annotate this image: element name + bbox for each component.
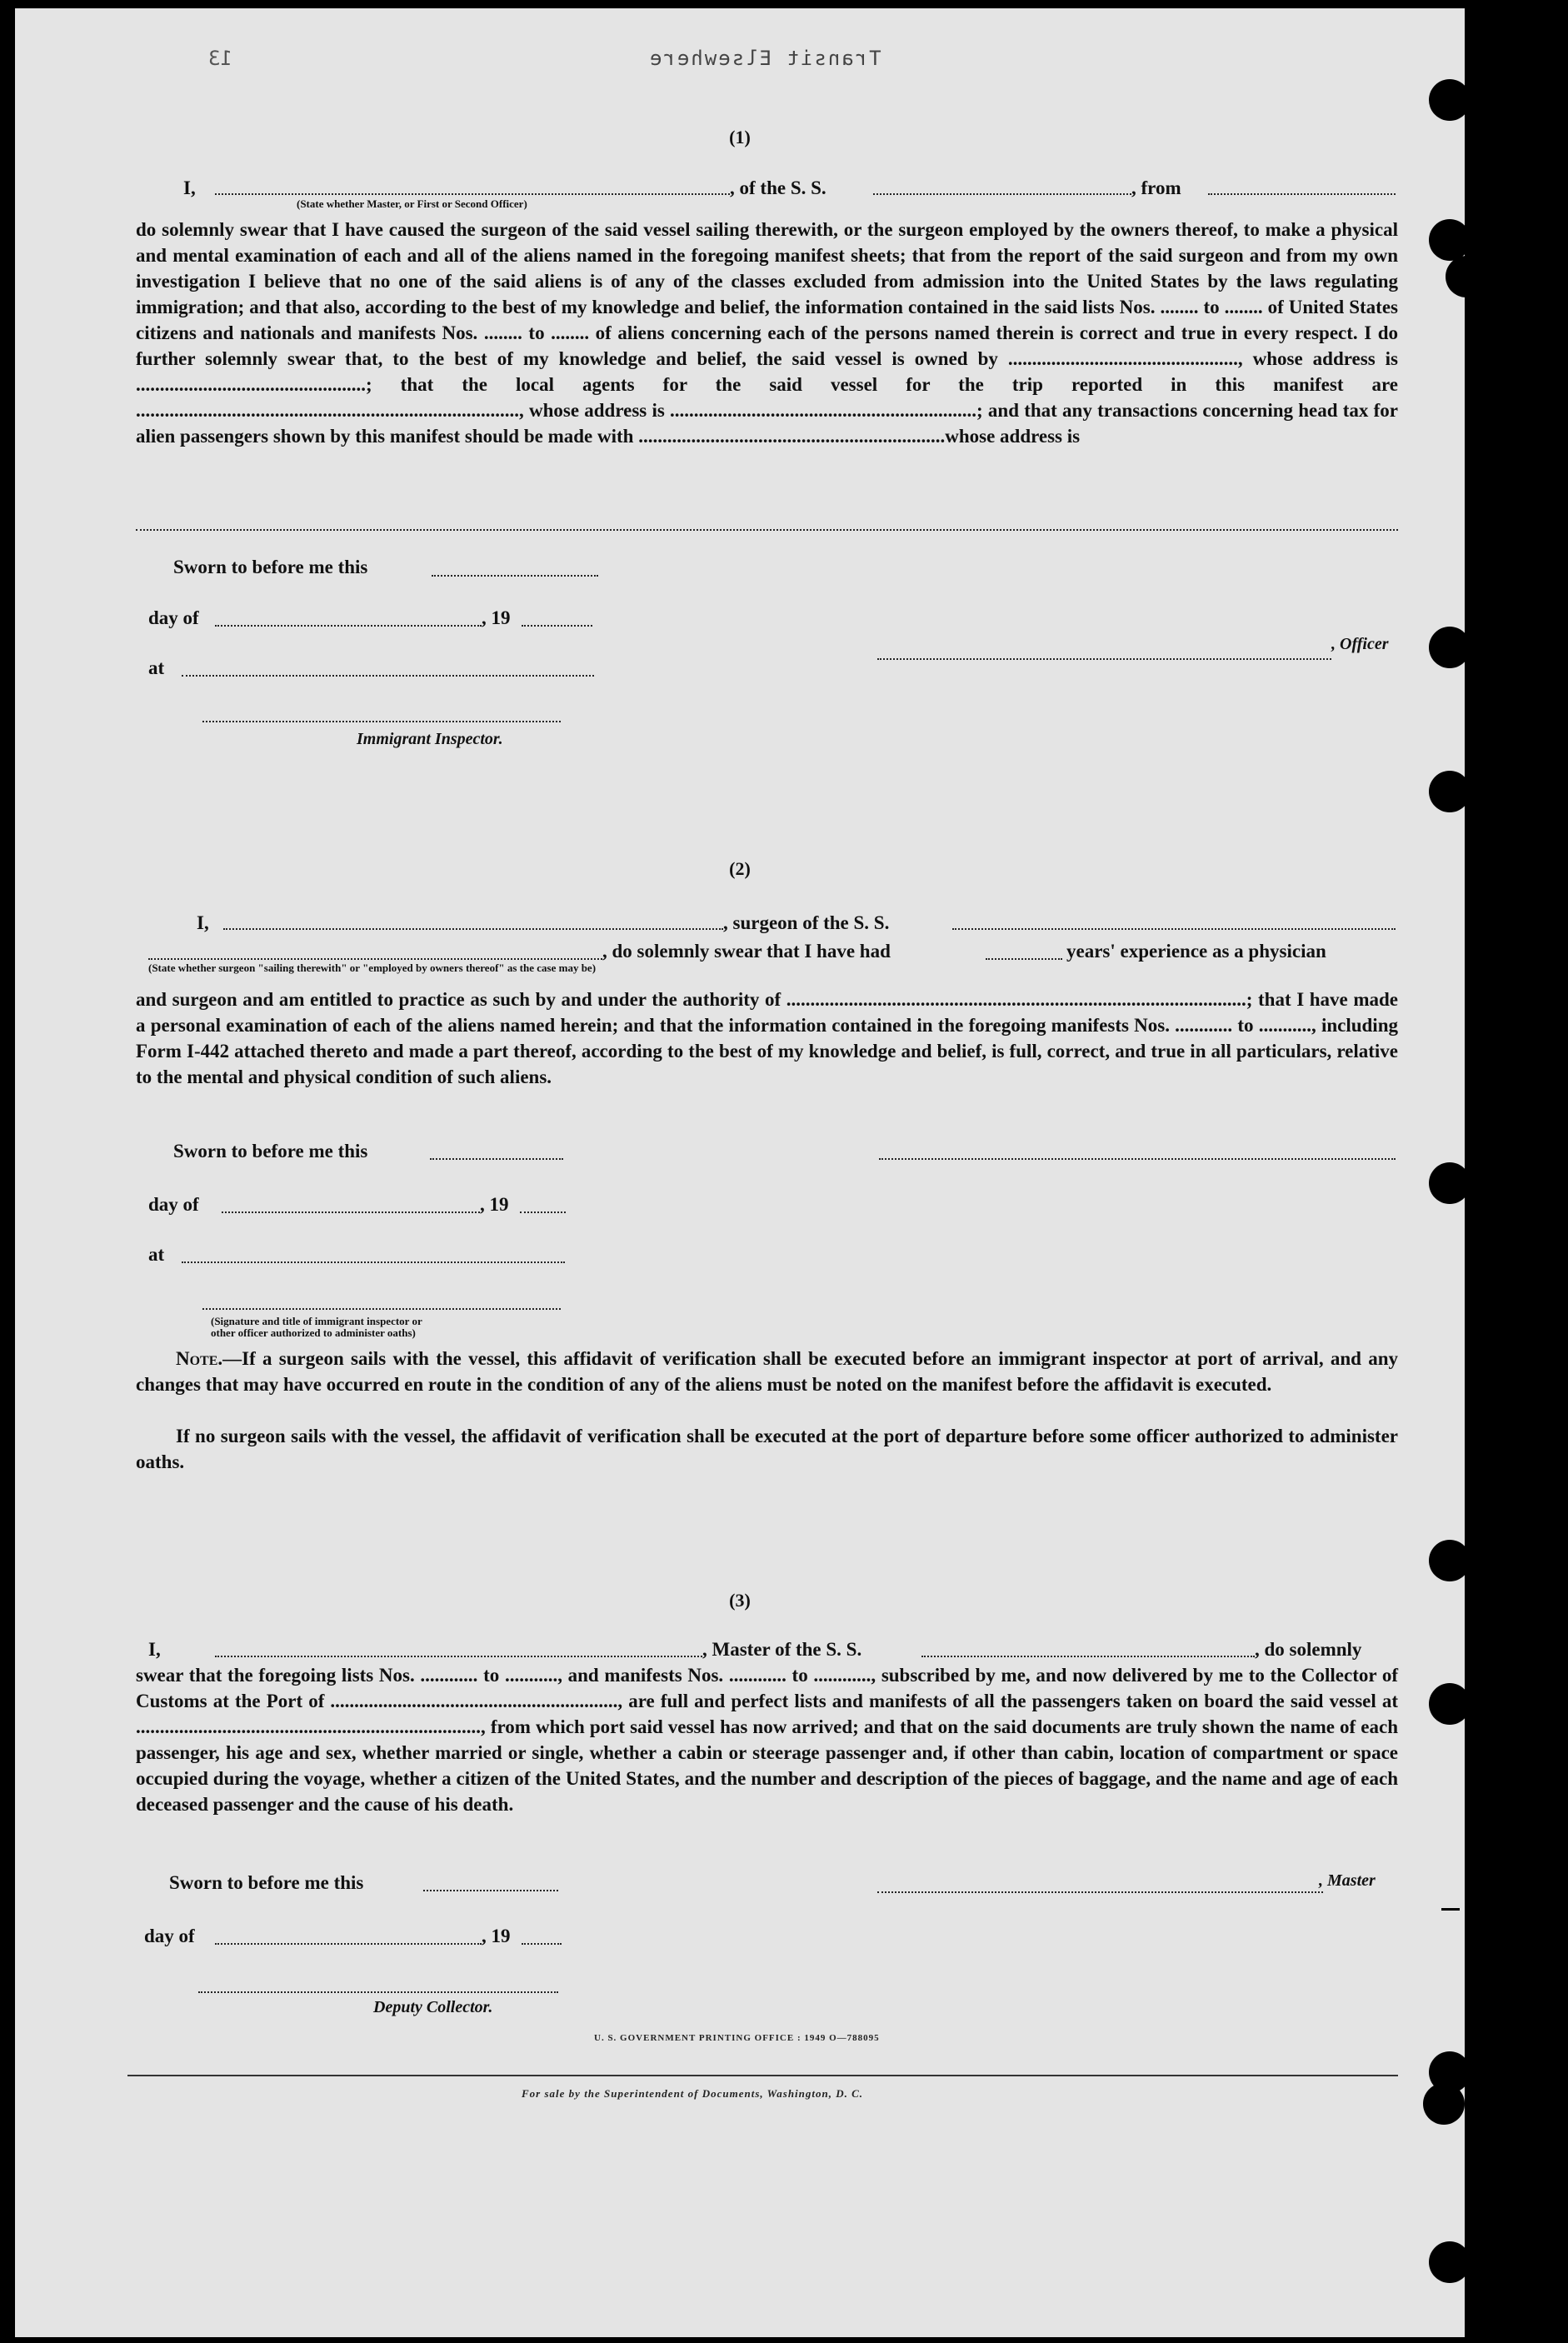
s1-sworn-blank[interactable] — [432, 575, 598, 577]
s2-sworn: Sworn to before me this — [173, 1141, 368, 1162]
punch-hole — [1429, 1162, 1465, 1204]
s2-sig-caption-2: other officer authorized to administer oaths) — [211, 1326, 416, 1339]
s1-line1-end: , from — [1131, 177, 1181, 198]
form-page — [15, 8, 1465, 2337]
punch-hole — [1446, 256, 1465, 297]
s3-day-blank[interactable] — [215, 1943, 482, 1945]
punch-hole — [1429, 627, 1465, 668]
footer-rule — [127, 2075, 1398, 2076]
section-3-number: (3) — [729, 1590, 751, 1611]
s1-day-of: day of — [148, 607, 199, 628]
s2-line1-prefix: I, — [197, 912, 209, 933]
sale-notice: For sale by the Superintendent of Documents, Washington, D. C. — [522, 2087, 864, 2100]
s2-note-2-block — [136, 1423, 1398, 1475]
edge-mark — [1441, 1908, 1460, 1911]
s2-at-blank[interactable] — [182, 1261, 565, 1263]
s3-year-blank[interactable] — [522, 1943, 562, 1945]
section-2-number: (2) — [729, 858, 751, 879]
s3-line1-mid: , Master of the S. S. — [702, 1639, 862, 1660]
s2-years-blank[interactable] — [986, 958, 1062, 960]
s1-line1-mid: , of the S. S. — [730, 177, 826, 198]
s2-inspector-sig-blank[interactable] — [202, 1308, 561, 1310]
s2-caption: (State whether surgeon "sailing therewith" or "employed by owners thereof" as the case may be) — [148, 962, 597, 974]
s1-at: at — [148, 657, 165, 678]
s2-line2-mid: , do solemnly swear that I have had — [602, 941, 891, 962]
s1-from-blank[interactable] — [1208, 193, 1396, 195]
s2-line1-mid: , surgeon of the S. S. — [723, 912, 890, 933]
s3-year: , 19 — [482, 1926, 511, 1946]
s1-caption: (State whether Master, or First or Second Officer) — [297, 197, 527, 210]
s2-status-blank[interactable] — [148, 958, 602, 960]
punch-hole — [1429, 2241, 1465, 2283]
s2-note-label: Note. — [176, 1348, 223, 1369]
s1-vessel-blank[interactable] — [873, 193, 1131, 195]
s2-sig-caption-1: (Signature and title of immigrant inspector or — [211, 1315, 422, 1327]
s2-year-blank[interactable] — [520, 1211, 566, 1213]
s2-line2-end: years' experience as a physician — [1066, 941, 1326, 962]
s2-paragraph: and surgeon and am entitled to practice as such by and under the authority of ................................................................................................; that I have made a personal examination of each of the aliens named herein; and that the information contained in the foregoing manifests Nos. ............ to ..........., including Form I-442 attached thereto and made a part thereof, according to the best of my knowledge and belief, is full, correct, and true in all particulars, relative to the mental and physical condition of such aliens. — [136, 989, 1398, 1087]
s3-line1-prefix: I, — [148, 1639, 161, 1660]
s2-note — [136, 1346, 1398, 1397]
s3-master-blank[interactable] — [877, 1891, 1323, 1893]
section-1-number: (1) — [729, 127, 751, 147]
s2-sworn-blank[interactable] — [430, 1158, 563, 1160]
s1-officer-blank[interactable] — [877, 658, 1331, 660]
s3-paragraph: swear that the foregoing lists Nos. ............ to ..........., and manifests Nos. ............ to ............, subscribed by me, and now delivered by me to the Collector of Customs at the Port of ............................................................, are full and perfect lists and manifests of all the passengers taken on board the said vessel at ........................................................................, from which port said vessel has now arrived; and that on the said documents are truly shown the name of each passenger, his age and sex, whether married or single, whether a cabin or steerage passenger and, if other than cabin, location of compartment or space occupied during the voyage, whether a citizen of the United States, and the number and description of the pieces of baggage, and the name and age of each deceased passenger and the cause of his death. — [136, 1665, 1398, 1815]
punch-hole — [1429, 771, 1465, 812]
s3-line1-end: , do solemnly — [1255, 1639, 1362, 1660]
s2-at: at — [148, 1244, 165, 1265]
s1-officer-label: , Officer — [1331, 635, 1389, 653]
punch-hole — [1429, 79, 1465, 121]
s1-line1-prefix: I, — [183, 177, 196, 198]
s2-vessel-blank[interactable] — [952, 928, 1396, 930]
punch-hole — [1429, 219, 1465, 261]
s1-year-blank[interactable] — [522, 625, 592, 627]
s2-note-1: —If a surgeon sails with the vessel, this affidavit of verification shall be executed before an immigrant inspector at port of arrival, and any changes that may have occurred en route in the condition of any of the aliens must be noted on the manifest before the affidavit is executed. — [136, 1348, 1398, 1395]
s2-year: , 19 — [480, 1194, 509, 1215]
punch-hole — [1423, 2083, 1465, 2125]
s2-signature-blank[interactable] — [879, 1158, 1396, 1160]
s3-vessel-blank[interactable] — [921, 1656, 1255, 1657]
s3-sworn: Sworn to before me this — [169, 1872, 364, 1893]
s1-sworn: Sworn to before me this — [173, 557, 368, 577]
s1-paragraph: do solemnly swear that I have caused the surgeon of the said vessel sailing therewith, or the surgeon employed by the owners thereof, to make a physical and mental examination of each and all of the aliens named in the foregoing manifest sheets; that from the report of the said surgeon and from my own investigation I believe that no one of the said aliens is of any of the classes excluded from admission into the United States by the laws regulating immigration; and that also, according to the best of my knowledge and belief, the information contained in the said lists Nos. ........ to ........ of United States citizens and nationals and manifests Nos. ........ to ........ of aliens concerning each of the persons named therein is correct and true in every respect. I do further solemnly swear that, to the best of my knowledge and belief, the said vessel is owned by ................................................, whose address is ................................................; that the local agents for the said vessel for the trip reported in this manifest are ................................................................................, whose address is ................................................................; and that any transactions concerning head tax for alien passengers shown by this manifest should be made with ................................................................whose address is — [136, 219, 1398, 447]
s1-year: , 19 — [482, 607, 511, 628]
s3-collector-sig-blank[interactable] — [198, 1991, 558, 1993]
bleed-page-number: 13 — [208, 47, 232, 70]
s2-day-blank[interactable] — [222, 1211, 480, 1213]
s1-address-continuation-blank[interactable] — [136, 529, 1398, 531]
punch-hole — [1429, 1683, 1465, 1725]
s3-collector-label: Deputy Collector. — [373, 1998, 493, 2016]
s1-inspector-sig-blank[interactable] — [202, 721, 561, 722]
s2-day-of: day of — [148, 1194, 199, 1215]
s3-sworn-blank[interactable] — [423, 1890, 558, 1891]
s1-day-blank[interactable] — [215, 625, 482, 627]
bleed-header: Transit Elsewhere — [648, 47, 881, 70]
s3-master-label: , Master — [1319, 1871, 1376, 1890]
gpo-imprint: U. S. GOVERNMENT PRINTING OFFICE : 1949 O—788095 — [594, 2033, 880, 2043]
s3-day-of: day of — [144, 1926, 195, 1946]
s1-name-blank[interactable] — [215, 193, 730, 195]
s2-note-2: If no surgeon sails with the vessel, the affidavit of verification shall be executed at the port of departure before some officer authorized to administer oaths. — [136, 1426, 1398, 1472]
s1-inspector-label: Immigrant Inspector. — [357, 730, 503, 748]
s1-at-blank[interactable] — [182, 675, 594, 677]
punch-hole — [1429, 1540, 1465, 1581]
s2-name-blank[interactable] — [223, 928, 723, 930]
s3-name-blank[interactable] — [215, 1656, 702, 1657]
